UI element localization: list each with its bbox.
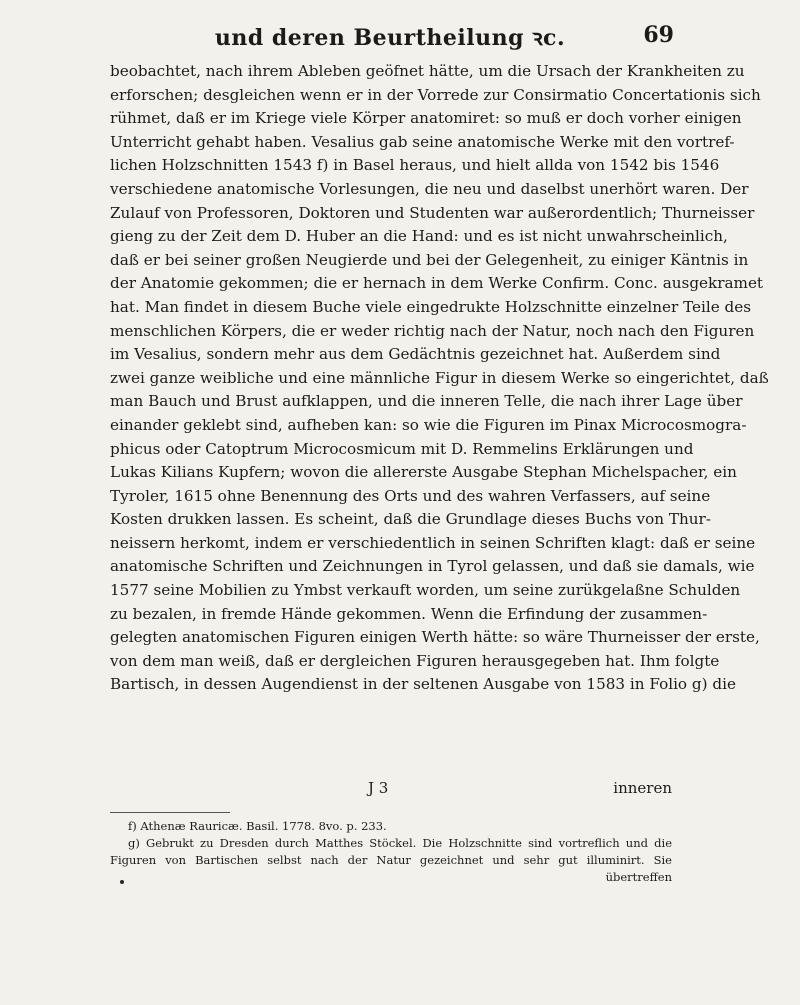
text-line: man Bauch und Brust aufklappen, und die inneren Telle, die nach ihrer Lage über: [110, 392, 743, 411]
ink-dot: [120, 880, 124, 884]
footnote-f: f) Athenæ Rauricæ. Basil. 1778. 8vo. p. 233.: [128, 819, 387, 833]
text-line: hat. Man findet in diesem Buche viele eingedrukte Holzschnitte einzelner Teile des: [110, 297, 752, 316]
text-line: zu bezalen, in fremde Hände gekommen. Wenn die Erfindung der zusammen-: [110, 604, 708, 623]
text-line: verschiedene anatomische Vorlesungen, die neu und daselbst unerhört waren. Der: [110, 179, 749, 198]
text-line: erforschen; desgleichen wenn er in der Vorrede zur Consirmatio Concertationis sich: [110, 85, 761, 104]
signature-line: [110, 779, 672, 803]
text-line: gieng zu der Zeit dem D. Huber an die Hand: und es ist nicht unwahrscheinlich,: [110, 227, 728, 246]
catchword: inneren: [613, 779, 672, 797]
footnote-g-continued: Figuren von Bartischen selbst nach der Natur gezeichnet und sehr gut illuminirt. Sie: [110, 853, 672, 867]
text-line: im Vesalius, sondern mehr aus dem Gedächtnis gezeichnet hat. Außerdem sind: [110, 345, 721, 364]
text-line: Bartisch, in dessen Augendienst in der seltenen Ausgabe von 1583 in Folio g) die: [110, 675, 736, 694]
text-line: Kosten drukken lassen. Es scheint, daß die Grundlage dieses Buchs von Thur-: [110, 510, 711, 529]
text-line: von dem man weiß, daß er dergleichen Figuren herausgegeben hat. Ihm folgte: [110, 651, 720, 670]
text-line: zwei ganze weibliche und eine männliche Figur in diesem Werke so eingerichtet, daß: [110, 368, 769, 387]
text-line: daß er bei seiner großen Neugierde und bei der Gelegenheit, zu einiger Käntnis in: [110, 250, 749, 269]
text-line: Tyroler, 1615 ohne Benennung des Orts und des wahren Verfassers, auf seine: [110, 486, 711, 505]
page-number: 69: [643, 22, 674, 48]
text-line: 1577 seine Mobilien zu Ymbst verkauft worden, um seine zurükgelaßne Schulden: [110, 581, 741, 600]
text-line: anatomische Schriften und Zeichnungen in Tyrol gelassen, und daß sie damals, wie: [110, 557, 755, 576]
running-title: und deren Beurtheilung ꝛc.: [214, 25, 566, 51]
footnote-catchword: übertreffen: [605, 870, 672, 884]
body-text: [110, 60, 769, 697]
text-line: gelegten anatomischen Figuren einigen Werth hätte: so wäre Thurneisser der erste,: [110, 628, 760, 647]
text-line: einander geklebt sind, aufheben kan: so wie die Figuren im Pinax Microcosmogra-: [110, 415, 747, 434]
page-header: [110, 22, 674, 62]
text-line: Zulauf von Professoren, Doktoren und Studenten war außerordentlich; Thurneisser: [110, 203, 755, 222]
text-line: rühmet, daß er im Kriege viele Körper anatomiret: so muß er doch vorher einigen: [110, 109, 742, 128]
text-line: Lukas Kilians Kupfern; wovon die allererste Ausgabe Stephan Michelspacher, ein: [110, 463, 737, 482]
footnote-rule: [110, 812, 230, 813]
text-line: lichen Holzschnitten 1543 f) in Basel heraus, und hielt allda von 1542 bis 1546: [110, 156, 720, 175]
text-line: phicus oder Catoptrum Microcosmicum mit D. Remmelins Erklärungen und: [110, 439, 694, 458]
footnotes: [110, 818, 672, 886]
text-line: Unterricht gehabt haben. Vesalius gab seine anatomische Werke mit den vortref-: [110, 132, 735, 151]
text-line: neissern herkomt, indem er verschiedentlich in seinen Schriften klagt: daß er seine: [110, 533, 756, 552]
footnote-g: g) Gebrukt zu Dresden durch Matthes Stöckel. Die Holzschnitte sind vortreflich und die: [128, 836, 672, 850]
text-line: menschlichen Körpers, die er weder richtig nach der Natur, noch nach den Figuren: [110, 321, 755, 340]
text-line: der Anatomie gekommen; die er hernach in dem Werke Confirm. Conc. ausgekramet: [110, 274, 764, 293]
signature-mark: J 3: [368, 779, 389, 797]
text-line: beobachtet, nach ihrem Ableben geöfnet hätte, um die Ursach der Krankheiten zu: [110, 62, 745, 80]
